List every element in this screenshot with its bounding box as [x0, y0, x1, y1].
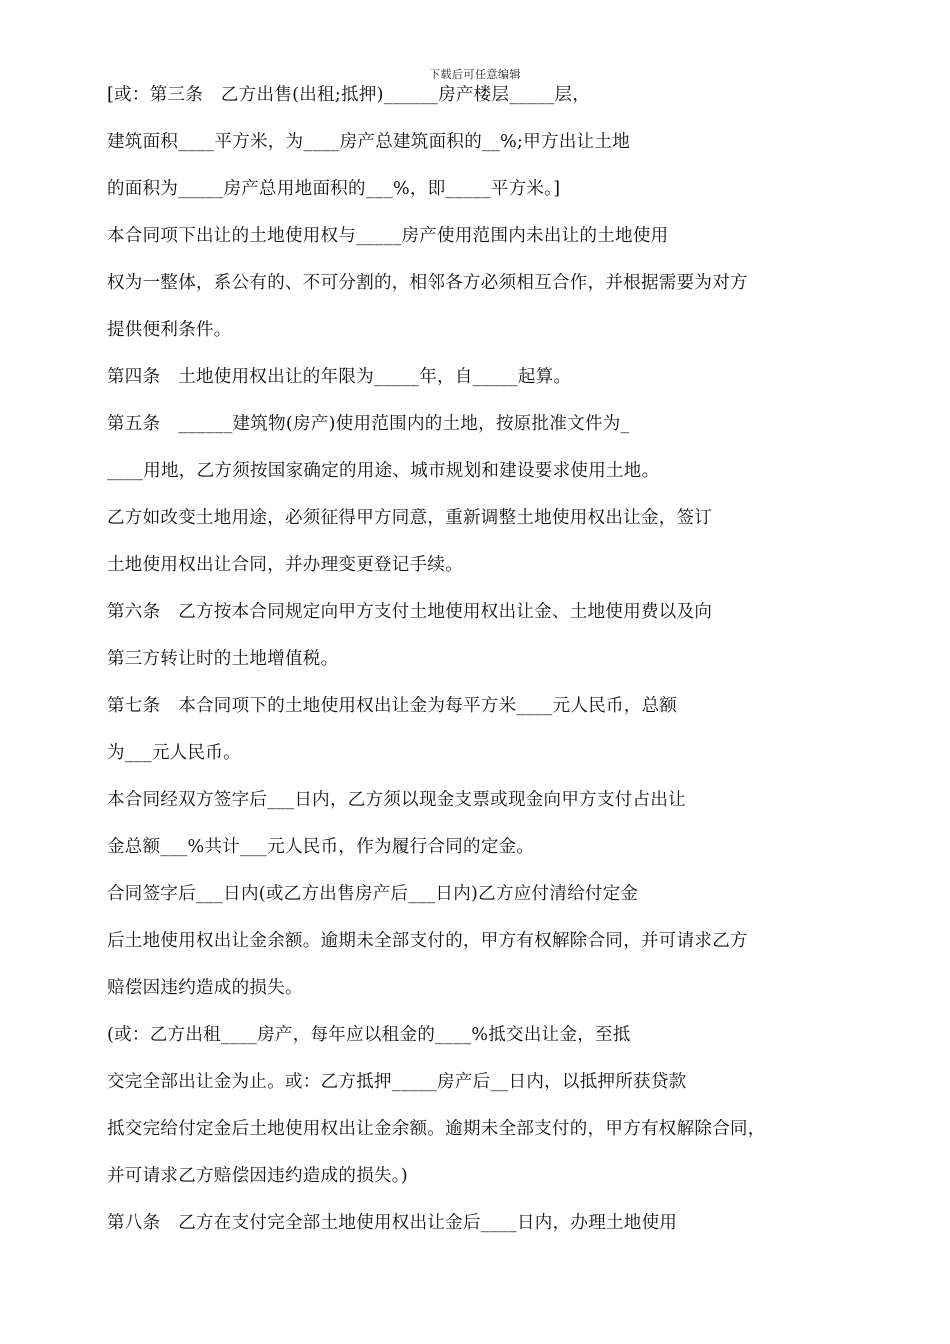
text-line: 权为一整体，系公有的、不可分割的，相邻各方必须相互合作，并根据需要为对方 [107, 273, 748, 293]
text-line: 金总额___%共计___元人民币，作为履行合同的定金。 [107, 837, 535, 857]
contract-body [107, 80, 827, 1255]
text-line: 交完全部出让金为止。或：乙方抵押_____房产后__日内，以抵押所获贷款 [107, 1072, 687, 1092]
text-line: 后土地使用权出让金余额。逾期未全部支付的，甲方有权解除合同，并可请求乙方 [107, 931, 748, 951]
text-line: 第八条 乙方在支付完全部土地使用权出让金后____日内，办理土地使用 [107, 1213, 678, 1233]
text-line: 建筑面积____平方米，为____房产总建筑面积的__%;甲方出让土地 [107, 132, 631, 152]
text-line: [或：第三条 乙方出售(出租;抵押)______房产楼层_____层， [107, 85, 591, 105]
text-line: 的面积为_____房产总用地面积的___%，即_____平方米。] [107, 179, 561, 199]
header-note: 下载后可任意编辑 [429, 68, 521, 81]
text-line: 第三方转让时的土地增值税。 [107, 649, 339, 669]
text-line: 抵交完给付定金后土地使用权出让金余额。逾期未全部支付的，甲方有权解除合同， [107, 1119, 766, 1139]
text-line: 本合同项下出让的土地使用权与_____房产使用范围内未出让的土地使用 [107, 226, 669, 246]
text-line: 第五条 ______建筑物(房产)使用范围内的土地，按原批准文件为_ [107, 414, 630, 434]
text-line: ____用地，乙方须按国家确定的用途、城市规划和建设要求使用土地。 [107, 461, 660, 481]
text-line: 为___元人民币。 [107, 743, 241, 763]
text-line: 第六条 乙方按本合同规定向甲方支付土地使用权出让金、土地使用费以及向 [107, 602, 713, 622]
text-line: 乙方如改变土地用途，必须征得甲方同意，重新调整土地使用权出让金，签订 [107, 508, 713, 528]
text-line: 第四条 土地使用权出让的年限为_____年，自_____起算。 [107, 367, 572, 387]
text-line: 赔偿因违约造成的损失。 [107, 978, 303, 998]
text-line: 第七条 本合同项下的土地使用权出让金为每平方米____元人民币，总额 [107, 696, 678, 716]
text-line: (或：乙方出租____房产，每年应以租金的____%抵交出让金，至抵 [107, 1025, 631, 1045]
text-line: 土地使用权出让合同，并办理变更登记手续。 [107, 555, 463, 575]
text-line: 本合同经双方签字后___日内，乙方须以现金支票或现金向甲方支付占出让 [107, 790, 686, 810]
text-line: 提供便利条件。 [107, 320, 232, 340]
text-line: 合同签字后___日内(或乙方出售房产后___日内)乙方应付清给付定金 [107, 884, 639, 904]
text-line: 并可请求乙方赔偿因违约造成的损失。) [107, 1166, 408, 1186]
